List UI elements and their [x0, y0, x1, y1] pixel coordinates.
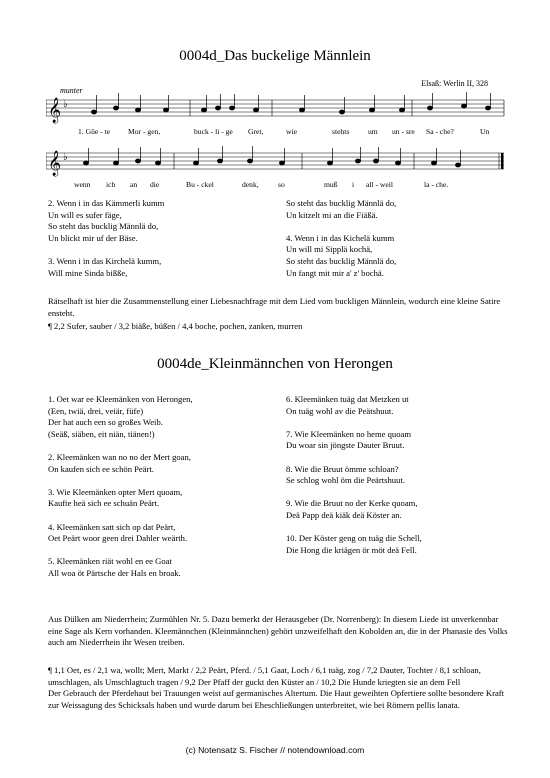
song2-verses-right: 6. Kleemänken tuäg dat Metzken ut On tuäg wohl av die Peätshuut. 7. Wie Kleemänken no heme quoam Du woar sin jöngste Dauter Bruut. 8. Wie die Bruut ömme schloan? Se schlog wohl öm die Peärtshuut. 9. Wie die Bruut no der Kerke quoam, Deä Papp deä kiäk deä Köster an. 10. Der Köster geng on tuäg die Schell, Die Hong die kriägen ör möt deä Fell. — [286, 394, 422, 555]
lyrics-line-1: 1. Güe - te Mor - gen, buck - li - ge Gret, wie stehts um un - sre Sa - che? Un — [78, 127, 490, 136]
song1-note: Rätselhaft ist hier die Zusammenstellung einer Liebesnachfrage mit dem Lied vom buckligen Männlein, wodurch eine kleine Satire ensteht. — [48, 296, 501, 318]
song2-note: Aus Dülken am Niederrhein; Zurmühlen Nr. 5. Dazu bemerkt der Herausgeber (Dr. Norrenberg): In diesem Liede ist unverkennbar eine Sage als Kern vorhanden. Kleemännchen (Kleinmännchen) gehört unzweifelhaft den Kobolden an, die in der Phanasie des Volks auch am Niederrhein ihr Wesen treiben. — [48, 614, 508, 648]
song1-source: Elsaß: Werlin II, 328 — [421, 79, 488, 88]
song2-title: 0004de_Kleinmännchen von Herongen — [157, 356, 393, 372]
svg-text:𝄞: 𝄞 — [48, 98, 62, 123]
tempo-marking: munter — [60, 86, 83, 95]
svg-text:♭: ♭ — [63, 99, 68, 110]
footer-copyright: (c) Notensatz S. Fischer // notendownload.com — [185, 745, 365, 755]
song1-title: 0004d_Das buckelige Männlein — [179, 48, 371, 64]
svg-text:𝄞: 𝄞 — [48, 151, 62, 176]
svg-text:♭: ♭ — [63, 152, 68, 163]
music-staff-2 — [46, 143, 506, 183]
song1-verses-right: So steht das bucklig Männlä do, Un kitzelt mi an die Fiäßä. 4. Wenn i in das Kichelä kumm Un will mi Sipplä kochä, So steht das bucklig Männlä do, Un fangt mit mir a' z' bochä. — [286, 198, 397, 278]
song1-changes: ¶ 2,2 Sufer, sauber / 3,2 biäße, büßen / 4,4 boche, pochen, zanken, murren — [48, 321, 303, 331]
song1-verses-left: 2. Wenn i in das Kämmerli kumm Un will es sufer fäge, So steht das bucklig Männlä do, Un blickt mir uf der Bäse. 3. Wenn i in das Kirchelä kumm, Will mine Sinda bißße, — [48, 198, 165, 278]
lyrics-line-2: wenn ich an die Bu - ckel denk, so muß i all - weil la - che. — [74, 180, 449, 189]
music-staff-1 — [46, 90, 506, 130]
song2-changes: ¶ 1,1 Oet, es / 2,1 wa, wollt; Mert, Markt / 2,2 Peärt, Pferd. / 5,1 Gaat, Loch / 6,1 tuäg, zog / 7,2 Dauter, Tochter / 8,1 schloan, umschlagen, als Umschlagtuch tragen / 9,2 Der Pfaff der guckt den Küster an / 10,2 Die Hunde kriegten sie an dem Fell Der Gebrauch der Pferdehaut bei Trauungen weist auf germanisches Altertum. Die Haut geweihten Opfertiere sollte besondere Kraft zur Weissagung des Schicksals haben und wurde darum bei Eheschließungen unterbreitet, wie bei Römern pellis lanata. — [48, 665, 505, 710]
song2-verses-left: 1. Oet war ee Kleemänken von Herongen, (Een, twiä, drei, veiär, füfe) Der hat auch een so großes Weib. (Seäß, siäben, eit niän, tiänen!) 2. Kleemänken wan no no der Mert goan, On kaufen sich ee schön Peärt. 3. Wie Kleemänken opter Mert quoam, Kaufte heä sich ee schuän Peärt. 4. Kleemänken satt sich op dat Peärt, Oet Peärt woor geen drei Dahler weärth. 5. Kleemänken riät wohl en ee Goat All woa öt Pärtsche der Hals en broak. — [48, 394, 193, 578]
